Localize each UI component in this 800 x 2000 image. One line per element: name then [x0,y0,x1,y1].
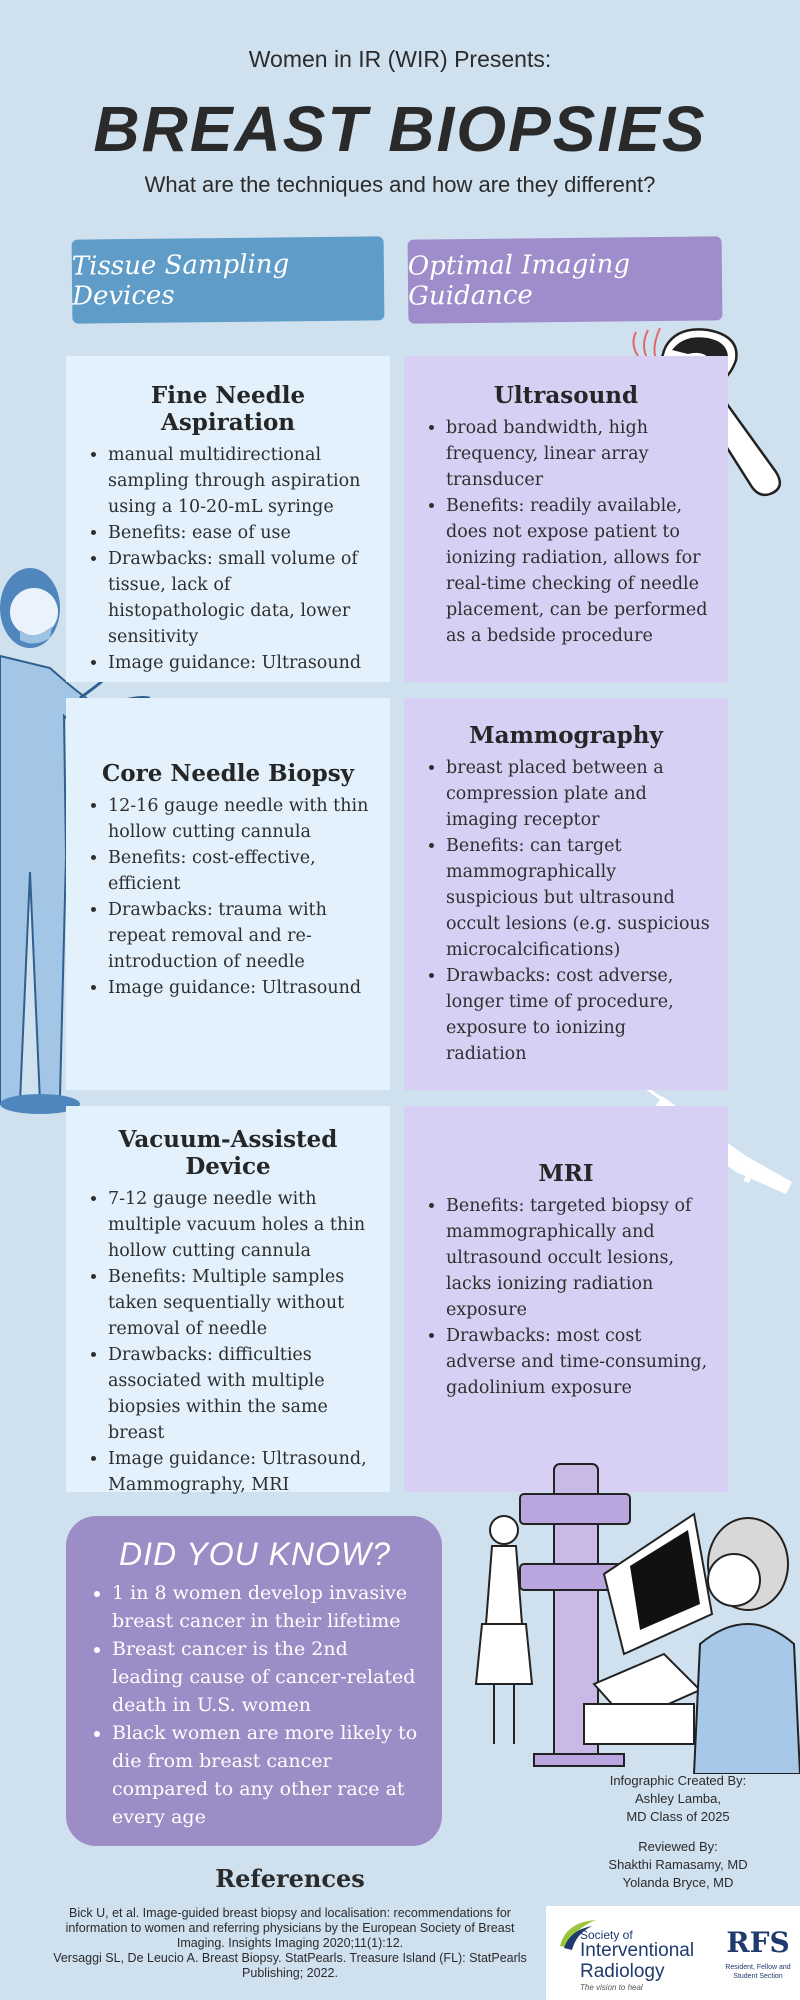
list-item: • Benefits: ease of use [108,520,372,546]
list-item: • Drawbacks: cost adverse, longer time of procedure, exposure to ionizing radiation [446,963,710,1067]
card-title: Ultrasound [493,382,639,409]
card-title: Core Needle Biopsy [101,760,355,787]
credits-block [578,1772,778,1892]
bullet-list [84,793,372,1001]
banner-tissue-sampling: Tissue Sampling Devices [72,236,385,323]
page-subtitle: What are the techniques and how are they different? [144,172,656,197]
list-item: • 1 in 8 women develop invasive breast cancer in their lifetime [112,1579,420,1635]
card-title: MRI [538,1160,594,1187]
sir-logo-line2: Interventional [580,1940,695,1961]
list-item: • Drawbacks: trauma with repeat removal and re-introduction of needle [108,897,372,975]
reviewed-by-label: Reviewed By: [638,1839,718,1854]
mammography-scene-illustration [464,1454,800,1774]
list-item: • broad bandwidth, high frequency, linear array transducer [446,415,710,493]
reviewer-name: Shakthi Ramasamy, MD [608,1857,748,1872]
list-item: • Benefits: cost-effective, efficient [108,845,372,897]
banner-imaging-guidance: Optimal Imaging Guidance [408,236,723,323]
references-list [50,1906,530,1981]
list-item: • Black women are more likely to die from breast cancer compared to any other race at every age [112,1719,420,1831]
rfs-logo: RFS [726,1926,790,1959]
bullet-list [422,415,710,649]
did-you-know-box [66,1516,442,1846]
creator-name: Ashley Lamba, [635,1791,721,1806]
sir-logo-tagline: The vision to heal [580,1983,643,1992]
sir-logo-line1: Society of [580,1928,633,1942]
list-item: • manual multidirectional sampling through aspiration using a 10-20-mL syringe [108,442,372,520]
sir-logo-line3: Radiology [580,1961,665,1982]
bullet-list [84,442,372,676]
page-title: BREAST BIOPSIES [93,93,707,165]
bullet-list [422,1193,710,1401]
creator-class: MD Class of 2025 [626,1809,730,1824]
reviewer-name: Yolanda Bryce, MD [622,1875,734,1890]
bullet-list [90,1579,420,1831]
list-item: • Benefits: can target mammographically suspicious but ultrasound occult lesions (e.g. suspicious microcalcifications) [446,833,710,963]
logo-box [546,1906,800,2000]
list-item: • Image guidance: Ultrasound [108,975,372,1001]
list-item: • Image guidance: Ultrasound, Mammography, MRI [108,1446,372,1498]
list-item: • Drawbacks: most cost adverse and time-consuming, gadolinium exposure [446,1323,710,1401]
list-item: • 12-16 gauge needle with thin hollow cutting cannula [108,793,372,845]
presents-line: Women in IR (WIR) Presents: [248,46,552,72]
card-title: Mammography [469,722,663,749]
card-title: Vacuum-Assisted Device [118,1126,338,1180]
card-fine-needle-aspiration [66,356,390,682]
list-item: • Benefits: targeted biopsy of mammographically and ultrasound occult lesions, lacks ionizing radiation exposure [446,1193,710,1323]
card-ultrasound [404,356,728,682]
list-item: • Image guidance: Ultrasound [108,650,372,676]
rfs-logo-line1: Resident, Fellow and [725,1964,791,1971]
list-item: • Drawbacks: small volume of tissue, lack of histopathologic data, lower sensitivity [108,546,372,650]
card-mri [404,1106,728,1492]
card-title: Fine Needle Aspiration [150,382,306,436]
list-item: • Benefits: Multiple samples taken sequentially without removal of needle [108,1264,372,1342]
card-vacuum-assisted-device [66,1106,390,1495]
card-mammography [404,698,728,1090]
references-title: References [215,1864,365,1893]
list-item: • 7-12 gauge needle with multiple vacuum holes a thin hollow cutting cannula [108,1186,372,1264]
list-item: • Breast cancer is the 2nd leading cause of cancer-related death in U.S. women [112,1635,420,1719]
reference-item: Versaggi SL, De Leucio A. Breast Biopsy. StatPearls. Treasure Island (FL): StatPearls Publishing; 2022. [53,1951,527,1980]
bullet-list [422,755,710,1067]
created-by-label: Infographic Created By: [609,1773,747,1788]
rfs-logo-line2: Student Section [733,1973,783,1980]
list-item: • breast placed between a compression plate and imaging receptor [446,755,710,833]
card-core-needle-biopsy [66,698,390,1090]
reference-item: Bick U, et al. Image-guided breast biopsy and localisation: recommendations for information to women and referring physicians by the European Society of Breast Imaging. Insights Imaging 2020;11(1):12. [65,1906,515,1950]
bullet-list [84,1186,372,1498]
list-item: • Benefits: readily available, does not expose patient to ionizing radiation, allows for real-time checking of needle placement, can be performed as a bedside procedure [446,493,710,649]
list-item: • Drawbacks: difficulties associated with multiple biopsies within the same breast [108,1342,372,1446]
did-you-know-title: DID YOU KNOW? [119,1536,391,1572]
